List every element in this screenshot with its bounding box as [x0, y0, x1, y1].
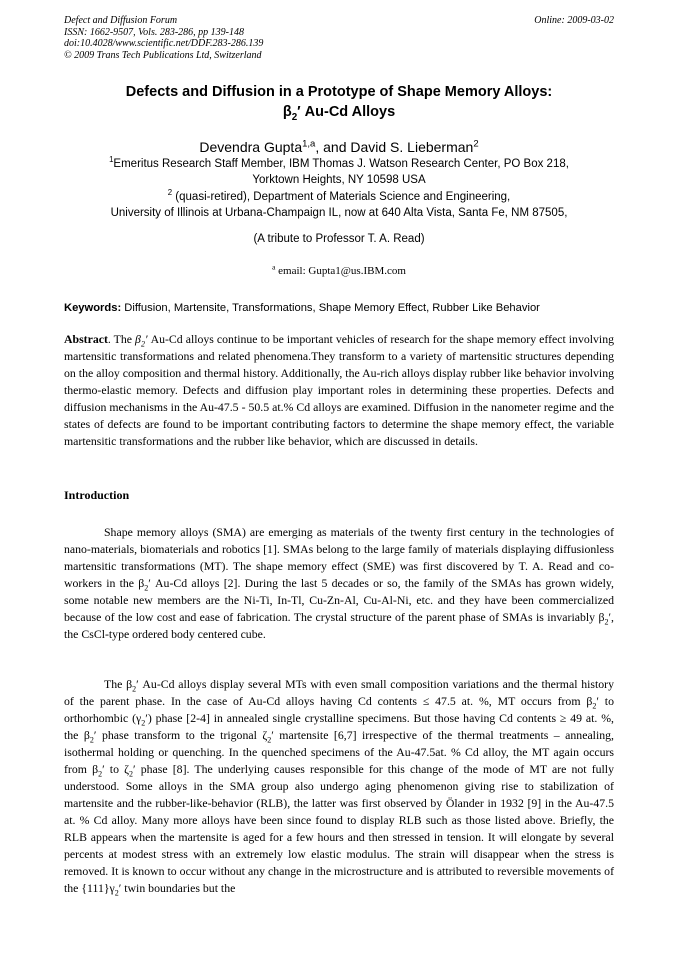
p1-sub-2: 2: [604, 617, 609, 627]
title-beta: β: [282, 104, 292, 120]
affiliation-1-text: Emeritus Research Staff Member, IBM Thomas J. Watson Research Center, PO Box 218,: [113, 158, 569, 170]
tribute-line: (A tribute to Professor T. A. Read): [253, 233, 425, 245]
p2-sub-7: 2: [129, 769, 134, 779]
affiliation-1-sup: 1: [109, 155, 114, 165]
abstract-beta-prime: ′: [144, 332, 148, 346]
author-1-sup: 1,a: [302, 138, 316, 150]
intro-paragraph-1: [64, 524, 614, 643]
p2-text-f: ′ martensite [6,7] irrespective of the thermal treatments – annealing, isothermal holding or quenching. In the quenched specimens of the Au-47.5at. % Cd alloy, the MT again occurs from β: [64, 728, 614, 776]
abstract-paragraph: [64, 331, 614, 450]
p2-text-g: ′ to ζ: [102, 762, 130, 776]
p2-sub-8: 2: [114, 888, 119, 898]
abstract-beta-symbol: β: [135, 332, 141, 346]
online-date: Online: 2009-03-02: [534, 15, 614, 26]
p2-text-h: ′ phase [8]. The underlying causes responsible for this change of the mode of MT are not fully understood. Some alloys in the SMA group also undergo aging phenomenon giving rise to stabilization of martensite and the rubber-like-behavior (RLB), the latter was first observed by Ölander in 1932 [9] in the Au-47.5 at. % Cd alloy. Many more alloys have been since found to display RLB such as those listed above. Briefly, the RLB appears when the martensite is aged for a few hours and then stressed in tension. It will elongate by several percents at modest stress with an extremely low elastic modulus. The strain will disappear when the stress is removed. It is known to occur without any change in the microstructure and is attributed to reversible movements of the {111}γ: [64, 762, 614, 895]
title-line2-rest: ′ Au-Cd Alloys: [297, 104, 396, 120]
p2-text-e: ′ phase transform to the trigonal ζ: [93, 728, 268, 742]
p2-text-c: ′ to orthorhombic (γ: [64, 694, 614, 725]
author-list: [40, 138, 638, 156]
journal-name: Defect and Diffusion Forum: [64, 15, 178, 26]
p1-text-b: ′ Au-Cd alloys [2]. During the last 5 decades or so, the family of the SMAs has grown widely, some notable new members are the Ni-Ti, In-Tl, Cu-Zn-Al, Cu-Al-Ni, etc. and they have been commercialized because of the low cost and ease of fabrication. The crystal structure of the parent phase of SMAs is invariably β: [64, 576, 614, 624]
author-separator: , and David S. Lieberman: [315, 139, 474, 155]
section-heading-introduction: Introduction: [64, 488, 130, 502]
p2-sub-1: 2: [132, 684, 137, 694]
abstract-label: Abstract: [64, 332, 108, 346]
affiliation-2-text: (quasi-retired), Department of Materials Science and Engineering,: [172, 191, 511, 203]
affiliation-2-line2: University of Illinois at Urbana-Champaign IL, now at 640 Alta Vista, Santa Fe, NM 87505,: [110, 207, 568, 219]
p2-sub-4: 2: [89, 735, 94, 745]
p2-text-d: ′) phase [2-4] in annealed single crystalline specimens. But those having Cd contents ≥ 49 at. %, the β: [64, 711, 614, 742]
paper-title-line1: Defects and Diffusion in a Prototype of Shape Memory Alloys:: [125, 84, 553, 100]
journal-header: [64, 15, 263, 61]
email-text: email: Gupta1@us.IBM.com: [275, 265, 406, 277]
p2-text-b: ′ Au-Cd alloys display several MTs with even small composition variations and the thermal history of the parent phase. In the case of Au-Cd alloys having Cd contents ≤ 47.5 at. %, MT occurs from β: [64, 677, 614, 708]
abstract-beta: [135, 332, 148, 349]
intro-paragraph-2: [64, 676, 614, 897]
p2-sub-6: 2: [98, 769, 103, 779]
p2-text-a: The β: [104, 677, 133, 691]
keywords-label: Keywords:: [64, 302, 122, 314]
keywords-text: Diffusion, Martensite, Transformations, Shape Memory Effect, Rubber Like Behavior: [121, 302, 540, 314]
affiliation-1-line2: Yorktown Heights, NY 10598 USA: [252, 174, 426, 186]
journal-issn: ISSN: 1662-9507, Vols. 283-286, pp 139-148: [64, 26, 244, 38]
keywords: [64, 302, 624, 314]
abstract-pre: . The: [107, 332, 136, 346]
p1-text-a: Shape memory alloys (SMA) are emerging as materials of the twenty first century in the technologies of nano-materials, biomaterials and robotics [1]. SMAs belong to the large family of materials displaying diffusionless martensitic transformations (MT). The shape memory effect (SME) was first discovered by T. A. Read and co-workers in the β: [64, 525, 614, 590]
p2-sub-2: 2: [592, 701, 597, 711]
author-1: Devendra Gupta: [199, 139, 303, 155]
p2-text-i: ′ twin boundaries but the: [118, 881, 236, 895]
p2-sub-5: 2: [267, 735, 272, 745]
abstract-text: Au-Cd alloys continue to be important vehicles of research for the shape memory effect involving martensitic transformations and related phenomena.They transform to a variety of martensitic structures depending on the alloy composition and thermal history. Additionally, the Au-rich alloys display rubber like behavior involving thermo-elastic memory. Defects and diffusion play important roles in determining these properties. Defects and diffusion mechanisms in the Au-47.5 - 50.5 at.% Cd alloys are examined. Diffusion in the nanometer regime and the states of defects are found to be important contributing factors to determine the shape memory effect, the variable martensitic transformations and the rubber like behavior, which are discussed in details.: [64, 332, 614, 448]
journal-doi: doi:10.4028/www.scientific.net/DDF.283-286.139: [64, 38, 264, 49]
abstract-beta-sub: 2: [140, 339, 145, 349]
paper-title-line2: [40, 102, 638, 122]
affiliation-1-line1: [40, 156, 638, 172]
p2-sub-3: 2: [141, 718, 146, 728]
p1-sub-1: 2: [144, 583, 149, 593]
p1-text-c: ′, the CsCl-type ordered body centered cube.: [64, 610, 614, 641]
affiliation-2-sup: 2: [167, 188, 173, 198]
title-beta-subscript: 2: [291, 111, 298, 123]
affiliation-2-line1: [40, 189, 638, 205]
journal-copyright: © 2009 Trans Tech Publications Ltd, Switzerland: [64, 49, 262, 61]
author-2-sup: 2: [473, 138, 479, 150]
email-sup: a: [272, 262, 276, 272]
contact-email: [40, 262, 638, 277]
